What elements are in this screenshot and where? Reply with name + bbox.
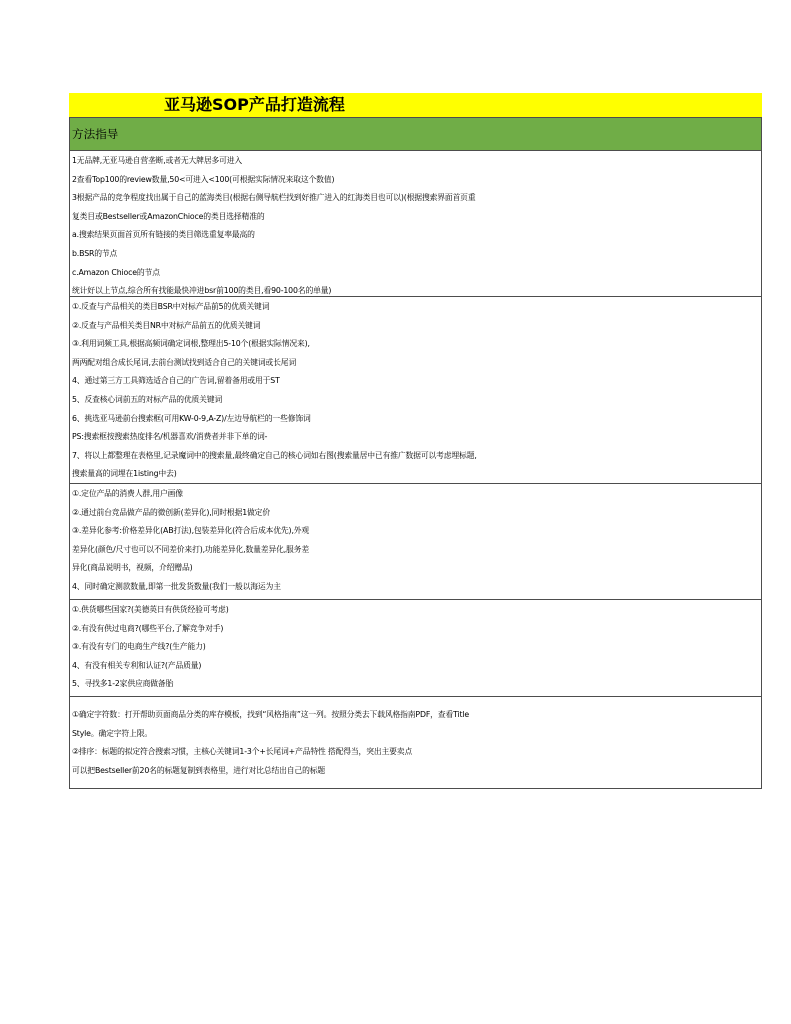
section-header: 方法指导 [69,117,762,151]
block-line: ②.有没有供过电商?(哪些平台,了解竞争对手) [72,623,224,633]
block-line: 异化(商品说明书，视频，介绍赠品) [72,563,193,573]
block-line: 两两配对组合成长尾词,去前台测试找到适合自己的关键词或长尾词 [72,357,297,367]
block-line: b.BSR的节点 [72,248,118,258]
block-line: 复类目或Bestseller或AmazonChioce的类目选择精准的 [72,211,265,221]
block-line: 搜索量高的词埋在1isting中去) [72,469,177,479]
block-line: 可以把Bestseller前20名的标题复制到表格里，进行对比总结出自己的标题 [72,765,326,775]
product-positioning-block [69,484,762,600]
category-selection-block [69,151,762,297]
block-line: ③.有没有专门的电商生产线?(生产能力) [72,642,206,652]
block-line: 4、通过第三方工具筛选适合自己的广告词,留着备用或用于ST [72,376,280,386]
block-line: 3根据产品的竞争程度找出属于自己的蓝海类目(根据右侧导航栏找到好推广进入的红海类目也可以)(根据搜索界面首页重 [72,193,476,203]
block-line: 7、将以上都整理在表格里,记录魔词中的搜索量,最终确定自己的核心词如右图(搜索量居中已有推广数据可以考虑埋标题, [72,450,477,460]
block-line: c.Amazon Chioce的节点 [72,267,160,277]
block-line: 1无品牌,无亚马逊自营垄断,或者无大牌居多可进入 [72,156,243,165]
block-line: 4、有没有相关专利和认证?(产品质量) [72,660,202,670]
block-line: PS:搜索框按搜索热度排名/机器喜欢/消费者并非下单的词- [72,432,268,442]
listing-title-block [69,697,762,789]
block-line: 4、同时确定测款数量,即第一批发货数量(我们一般以海运为主 [72,581,281,591]
supplier-selection-block [69,600,762,697]
sop-sheet [69,93,762,789]
block-line: ②.通过前台竞品做产品的微创新(差异化),同时根据1做定价 [72,507,270,517]
title-bar [69,93,762,117]
block-line: ③.利用词频工具,根据高频词确定词根,整理出5-10个(根据实际情况来), [72,339,310,349]
block-line: 差异化(颜色/尺寸也可以不同差价来打),功能差异化,数量差异化,服务差 [72,544,310,554]
block-line: ②.反查与产品相关类目NR中对标产品前五的优质关键词 [72,320,261,330]
block-line: ①.定位产品的消费人群,用户画像 [72,489,183,498]
block-line: 2查看Top100的review数量,50<可进入<100(可根据实际情况来取这个数值) [72,174,335,184]
block-line: 统计好以上节点,综合所有找能最快冲进bsr前100的类目,看90-100名的单量) [72,286,332,296]
block-line: 6、挑选亚马逊前台搜索框(可用KW-0-9,A-Z)/左边导航栏的一些修饰词 [72,413,311,423]
keyword-research-block [69,297,762,484]
block-line: ②排序：标题的拟定符合搜索习惯，主核心关键词1-3个+长尾词+产品特性 搭配得当，突出主要卖点 [72,747,413,757]
block-line: a.搜索结果页面首页所有链接的类目筛选重复率最高的 [72,230,255,240]
block-line: ①.反查与产品相关的类目BSR中对标产品前5的优质关键词 [72,302,270,311]
block-line: ①确定字符数：打开帮助页面商品分类的库存模板，找到“风格指南”这一列。按照分类去下载风格指南PDF，查看Title [72,710,470,719]
block-line: 5、反查核心词前五的对标产品的优质关键词 [72,394,223,404]
block-line: ③.差异化参考:价格差异化(AB打法),包装差异化(符合后成本优先),外观 [72,526,310,536]
block-line: ①.供货哪些国家?(美德英日有供货经验可考虑) [72,605,229,614]
block-line: 5、寻找多1-2家供应商做备胎 [72,679,174,689]
block-line: Style。确定字符上限。 [72,728,153,738]
sheet-title: 亚马逊SOP产品打造流程 [164,95,345,114]
